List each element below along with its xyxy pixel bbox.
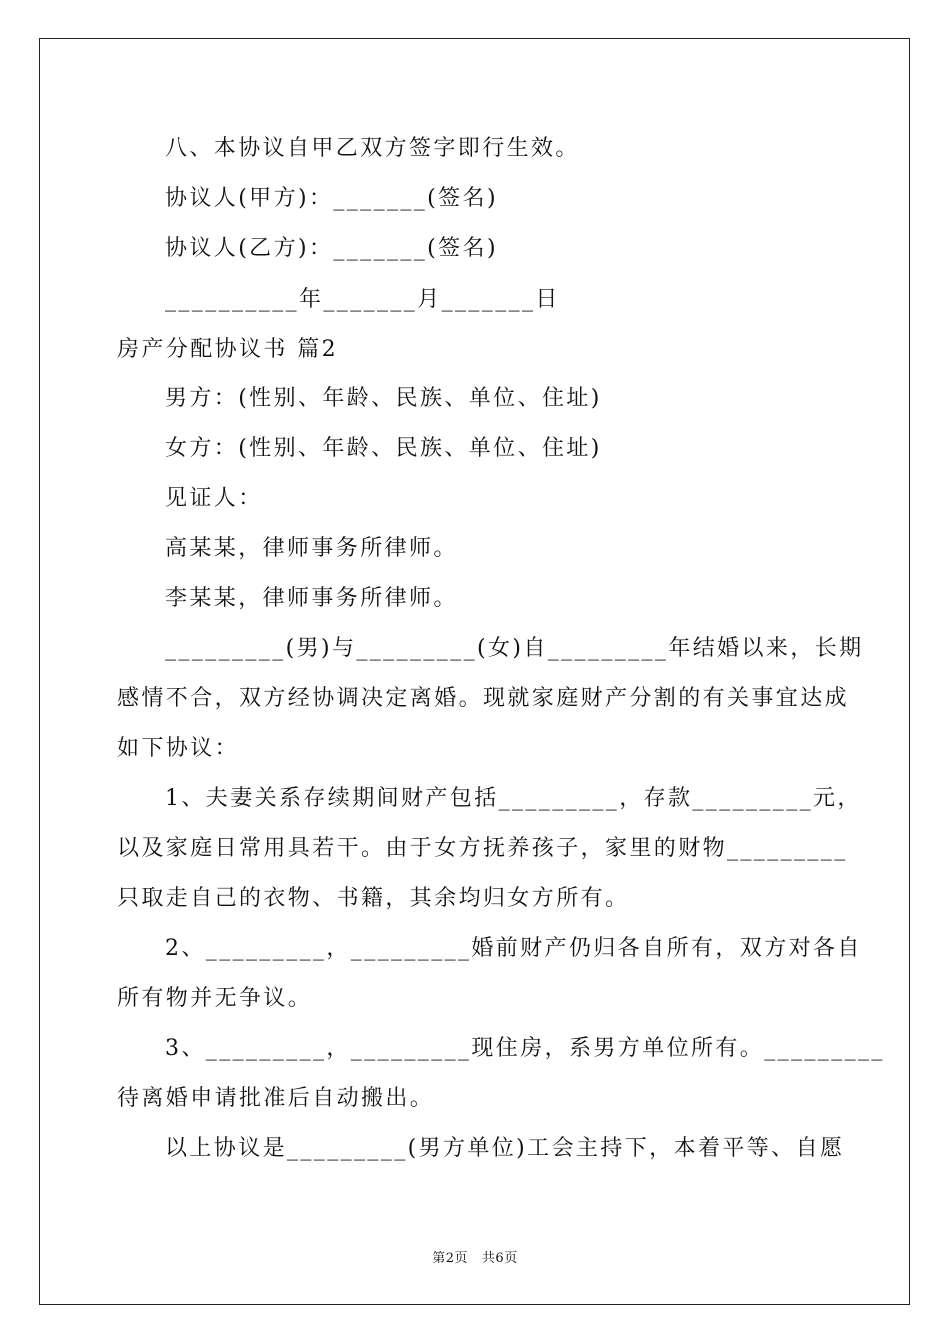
closing-line: 以上协议是_________(男方单位)工会主持下，本着平等、自愿 <box>165 1136 845 1161</box>
clause-2-line-2: 所有物并无争议。 <box>117 986 313 1011</box>
male-party-info: 男方：(性别、年龄、民族、单位、住址) <box>165 386 602 411</box>
preamble-line-1: _________(男)与_________(女)自_________年结婚以来，长期 <box>165 636 864 661</box>
preamble-line-2: 感情不合，双方经协调决定离婚。现就家庭财产分割的有关事宜达成 <box>117 686 850 711</box>
clause-eight: 八、本协议自甲乙双方签字即行生效。 <box>165 136 580 161</box>
witness-label: 见证人： <box>165 486 263 511</box>
clause-1-line-3: 只取走自己的衣物、书籍，其余均归女方所有。 <box>117 886 630 911</box>
witness-two: 李某某，律师事务所律师。 <box>165 586 458 611</box>
preamble-line-3: 如下协议： <box>117 736 240 761</box>
signatory-party-b: 协议人(乙方)：_______(签名) <box>165 236 498 261</box>
signatory-party-a: 协议人(甲方)：_______(签名) <box>165 186 498 211</box>
clause-3-line-1: 3、_________，_________现住房，系男方单位所有。_________ <box>165 1036 885 1061</box>
witness-one: 高某某，律师事务所律师。 <box>165 536 458 561</box>
clause-2-line-1: 2、_________，_________婚前财产仍归各自所有，双方对各自 <box>165 936 862 961</box>
clause-3-line-2: 待离婚申请批准后自动搬出。 <box>117 1086 435 1111</box>
clause-1-line-2: 以及家庭日常用具若干。由于女方抚养孩子，家里的财物_________ <box>117 836 848 861</box>
page-number-footer: 第2页 共6页 <box>432 1251 518 1266</box>
page-border <box>39 38 910 1305</box>
female-party-info: 女方：(性别、年龄、民族、单位、住址) <box>165 436 602 461</box>
section-heading: 房产分配协议书 篇2 <box>117 337 338 362</box>
signature-date: __________年_______月_______日 <box>165 287 560 312</box>
clause-1-line-1: 1、夫妻关系存续期间财产包括_________，存款_________元， <box>165 786 862 811</box>
